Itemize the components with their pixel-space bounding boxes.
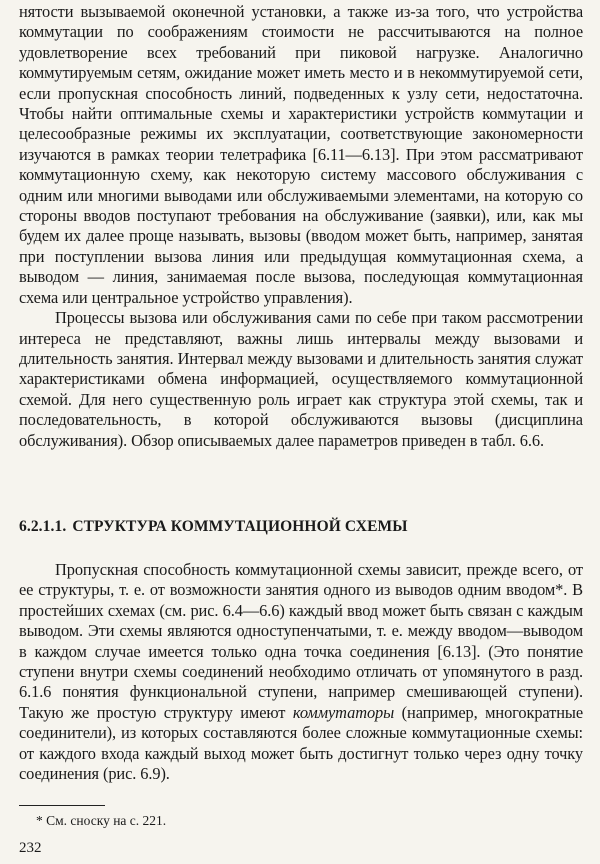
footnote-divider bbox=[19, 805, 105, 806]
section-number: 6.2.1.1. bbox=[19, 518, 67, 535]
paragraph-continuation: нятости вызываемой оконечной установки, а также из-за того, что устройства коммутации по соображениям стоимости не рассчитываются на полное удовлетворение всех требований при пиковой нагрузке. Аналогично коммутируемым сетям, ожидание может иметь место и в некоммутируемой сети, если пропускная способность линий, подведенных к узлу сети, недостаточна. Чтобы найти оптимальные схемы и характеристики устройств коммутации и целесообразные режимы их эксплуатации, соответствующие закономерности изучаются в рамках теории телетрафика [6.11—6.13]. При этом рассматривают коммутационную схему, как некоторую систему массового обслуживания с одним или многими выводами или обслуживаемыми элементами, на которую со стороны вводов поступают требования на обслуживание (заявки), или, как мы будем их далее проще называть, вызовы (вводом может быть, например, занятая при поступлении вызова линия или предыдущая коммутационная схема, а выводом — линия, занимаемая после вызова, последующая коммутационная схема или центральное устройство управления). bbox=[19, 2, 583, 307]
section-title: СТРУКТУРА КОММУТАЦИОННОЙ СХЕМЫ bbox=[72, 518, 408, 535]
body-text-top bbox=[19, 2, 583, 451]
page-number: 232 bbox=[19, 840, 42, 856]
paragraph-call-processes: Процессы вызова или обслуживания сами по себе при таком рассмотрении интереса не представляют, важны лишь интервалы между вызовами и длительность занятия. Интервал между вызовами и длительность занятия служат характеристиками обмена информацией, осуществляемого коммутационной схемой. Для него существенную роль играет как структура этой схемы, так и последовательность, в которой обслуживаются вызовы (дисциплина обслуживания). Обзор описываемых далее параметров приведен в табл. 6.6. bbox=[19, 308, 583, 450]
paragraph-text-part-1: Пропускная способность коммутационной схемы зависит, прежде всего, от ее структуры, т. е. от возможности занятия одного из выводов одним вводом*. В простейших схемах (см. рис. 6.4—6.6) каждый ввод может быть связан с каждым выводом. Эти схемы являются одноступенчатыми, т. е. между вводом—выводом в каждом случае имеется только одна точка соединения [6.13]. (Это понятие ступени внутри схемы соединений необходимо отличать от упомянутого в разд. 6.1.6 понятия функциональной ступени, например смешивающей ступени). Такую же простую структуру имеют bbox=[19, 560, 583, 722]
section-heading bbox=[19, 518, 408, 536]
footnote: * См. сноску на с. 221. bbox=[36, 813, 167, 828]
body-text-section bbox=[19, 560, 583, 784]
paragraph-text-part-2: (например, многократные соединители), из которых составляются более сложные коммутационные схемы: от каждого входа каждый выход может быть достигнут только через одну точку соединения (рис. 6.9). bbox=[19, 702, 584, 784]
paragraph-switch-structure bbox=[19, 560, 583, 784]
italic-term: коммутаторы bbox=[292, 702, 395, 722]
